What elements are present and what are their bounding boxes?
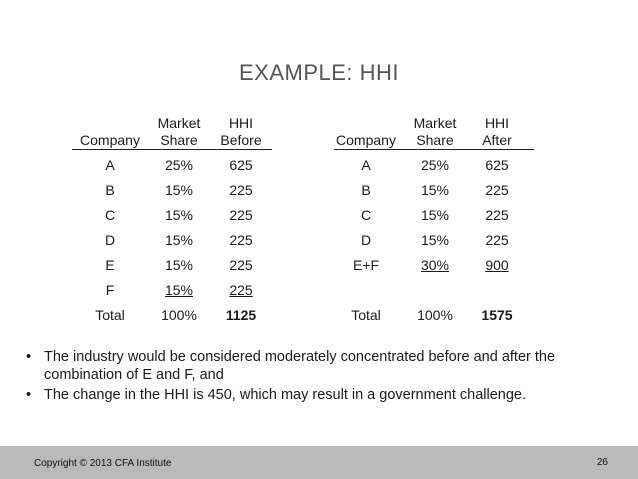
header-market-share-line2: Share bbox=[160, 132, 198, 148]
row-company: D bbox=[360, 232, 372, 248]
table-row bbox=[72, 228, 272, 253]
row-company: A bbox=[361, 157, 371, 173]
hhi-before-table bbox=[72, 107, 272, 328]
total-share: 100% bbox=[417, 307, 453, 323]
hhi-after-table bbox=[328, 107, 528, 328]
row-market-share: 15% bbox=[164, 232, 194, 248]
row-company: E+F bbox=[352, 257, 380, 273]
row-company: C bbox=[360, 207, 372, 223]
bullet-item bbox=[26, 348, 616, 384]
page-number: 26 bbox=[596, 457, 608, 468]
table-row bbox=[72, 178, 272, 203]
row-hhi: 625 bbox=[229, 157, 253, 173]
row-hhi: 225 bbox=[229, 257, 253, 273]
row-market-share: 15% bbox=[420, 232, 450, 248]
row-market-share: 15% bbox=[164, 207, 194, 223]
row-company: F bbox=[105, 282, 115, 298]
row-market-share: 25% bbox=[420, 157, 450, 173]
total-label: Total bbox=[351, 307, 381, 323]
header-rule bbox=[334, 149, 534, 150]
table-row bbox=[328, 203, 528, 228]
header-company: Company bbox=[80, 132, 140, 148]
row-market-share: 15% bbox=[164, 257, 194, 273]
footer-bar bbox=[0, 446, 638, 479]
table-total-row bbox=[328, 303, 528, 328]
table-row bbox=[328, 253, 528, 278]
header-hhi-line1: HHI bbox=[228, 115, 254, 131]
row-market-share: 15% bbox=[164, 182, 194, 198]
bullet-text: The industry would be considered moderately concentrated before and after the combination of E and F, and bbox=[44, 349, 556, 383]
slide-title: EXAMPLE: HHI bbox=[238, 60, 400, 85]
row-hhi: 225 bbox=[485, 232, 509, 248]
row-market-share: 15% bbox=[420, 207, 450, 223]
row-hhi: 225 bbox=[229, 232, 253, 248]
row-hhi: 225 bbox=[229, 282, 253, 298]
row-company: E bbox=[105, 257, 115, 273]
row-company: B bbox=[105, 182, 115, 198]
table-row bbox=[328, 228, 528, 253]
bullet-dot: • bbox=[26, 349, 32, 365]
table-row bbox=[72, 153, 272, 178]
row-company: C bbox=[104, 207, 116, 223]
row-hhi: 225 bbox=[229, 182, 253, 198]
table-row bbox=[72, 278, 272, 303]
row-market-share: 25% bbox=[164, 157, 194, 173]
table-header bbox=[72, 107, 272, 149]
copyright-text: Copyright © 2013 CFA Institute bbox=[34, 458, 172, 469]
bullet-list bbox=[26, 348, 616, 406]
header-rule bbox=[72, 149, 272, 150]
header-market-share-line1: Market bbox=[413, 115, 457, 131]
table-row bbox=[328, 178, 528, 203]
header-market-share-line1: Market bbox=[157, 115, 201, 131]
header-market-share bbox=[404, 115, 466, 149]
row-market-share: 30% bbox=[420, 257, 450, 273]
row-company: B bbox=[361, 182, 371, 198]
bullet-item bbox=[26, 386, 616, 404]
header-hhi-after bbox=[466, 115, 528, 149]
bullet-dot: • bbox=[26, 387, 32, 403]
table-header bbox=[328, 107, 528, 149]
table-row bbox=[328, 153, 528, 178]
header-market-share bbox=[148, 115, 210, 149]
row-hhi: 225 bbox=[229, 207, 253, 223]
bullet-text: The change in the HHI is 450, which may result in a government challenge. bbox=[44, 387, 526, 403]
header-market-share-line2: Share bbox=[416, 132, 454, 148]
row-company: D bbox=[104, 232, 116, 248]
row-hhi: 625 bbox=[485, 157, 509, 173]
total-label: Total bbox=[95, 307, 125, 323]
header-hhi-line2: After bbox=[482, 132, 512, 148]
total-hhi: 1575 bbox=[481, 307, 513, 323]
total-share: 100% bbox=[161, 307, 197, 323]
header-hhi-line2: Before bbox=[220, 132, 262, 148]
row-hhi: 225 bbox=[485, 207, 509, 223]
header-hhi-before bbox=[210, 115, 272, 149]
table-spacer-row bbox=[328, 278, 528, 303]
row-company: A bbox=[105, 157, 115, 173]
row-market-share: 15% bbox=[164, 282, 194, 298]
row-hhi: 225 bbox=[485, 182, 509, 198]
header-company: Company bbox=[336, 132, 396, 148]
total-hhi: 1125 bbox=[225, 307, 257, 323]
row-hhi: 900 bbox=[485, 257, 509, 273]
table-row bbox=[72, 203, 272, 228]
row-market-share: 15% bbox=[420, 182, 450, 198]
table-total-row bbox=[72, 303, 272, 328]
table-row bbox=[72, 253, 272, 278]
header-hhi-line1: HHI bbox=[484, 115, 510, 131]
